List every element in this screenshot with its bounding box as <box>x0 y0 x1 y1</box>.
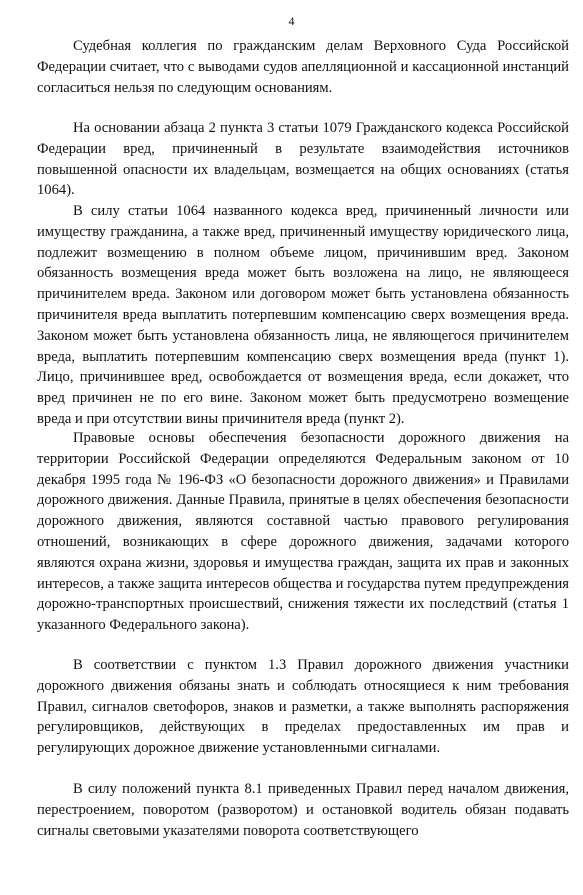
paragraph-5: В соответствии с пунктом 1.3 Правил дорожного движения участники дорожного движения обязаны знать и соблюдать относящиеся к ним требования Правил, сигналов светофоров, знаков и разметки, а также выполнять распоряжения регулировщиков, действующих в пределах предоставленных им прав и регулирующих дорожное движение установленными сигналами. <box>37 657 569 757</box>
page-number: 4 <box>288 14 295 28</box>
paragraph-3: В силу статьи 1064 названного кодекса вред, причиненный личности или имуществу гражданина, а также вред, причиненный имуществу юридического лица, подлежит возмещению в полном объеме лицом, причинившим вред. Законом обязанность возмещения вреда может быть возложена на лицо, не являющееся причинителем вреда. Законом или договором может быть установлена обязанность причинителя вреда выплатить потерпевшим компенсацию сверх возмещения вреда. Законом может быть установлена обязанность лица, не являющегося причинителем вреда, выплатить потерпевшим компенсацию сверх возмещения вреда (пункт 1). Лицо, причинившее вред, освобождается от возмещения вреда, если докажет, что вред причинен не по его вине. Законом может быть предусмотрено возмещение вреда и при отсутствии вины причинителя вреда (пункт 2). <box>37 203 569 427</box>
paragraph-1: Судебная коллегия по гражданским делам Верховного Суда Российской Федерации считает, что с выводами судов апелляционной и кассационной инстанций согласиться нельзя по следующим основаниям. <box>37 38 569 96</box>
paragraph-2: На основании абзаца 2 пункта 3 статьи 1079 Гражданского кодекса Российской Федерации вред, причиненный в результате взаимодействия источников повышенной опасности их владельцам, возмещается на общих основаниях (статья 1064). <box>37 120 569 199</box>
paragraph-4: Правовые основы обеспечения безопасности дорожного движения на территории Российской Федерации определяются Федеральным законом от 10 декабря 1995 года № 196-ФЗ «О безопасности дорожного движения» и Правилами дорожного движения. Данные Правила, принятые в целях обеспечения безопасности дорожного движения, являются составной частью правового регулирования отношений, возникающих в сфере дорожного движения, задачами которого являются охрана жизни, здоровья и имущества граждан, защита их прав и законных интересов, а также защита интересов общества и государства путем предупреждения дорожно-транспортных происшествий, снижения тяжести их последствий (статья 1 указанного Федерального закона). <box>37 430 569 634</box>
paragraph-6: В силу положений пункта 8.1 приведенных Правил перед началом движения, перестроением, поворотом (разворотом) и остановкой водитель обязан подавать сигналы световыми указателями поворота соответствующего <box>37 781 569 839</box>
